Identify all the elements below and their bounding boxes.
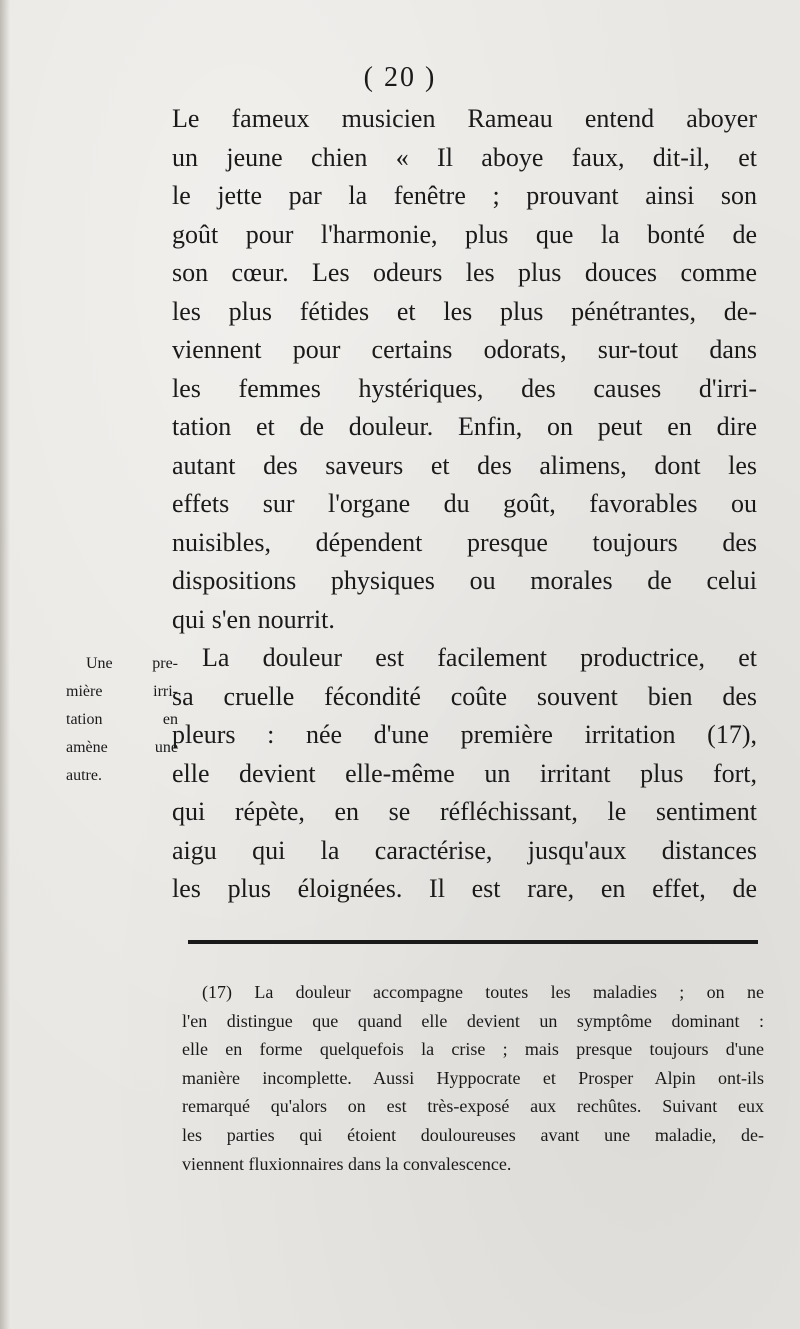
text-line: les plus fétides et les plus pénétrantes, de-: [172, 296, 757, 326]
margin-note-line: mière irri-: [66, 683, 178, 700]
footnote: [182, 978, 764, 1178]
page-number: ( 20 ): [363, 62, 437, 93]
margin-note-line: Une pre-: [86, 655, 178, 672]
text-line: un jeune chien « Il aboye faux, dit-il, et: [172, 142, 757, 172]
text-line: le jette par la fenêtre ; prouvant ainsi son: [172, 181, 757, 210]
text-line: La douleur est facilement productrice, et: [202, 643, 757, 672]
footnote-line: les parties qui étoient douloureuses avant une maladie, de-: [182, 1124, 764, 1145]
text-line: elle devient elle-même un irritant plus fort,: [172, 758, 757, 788]
text-line: viennent pour certains odorats, sur-tout dans: [172, 335, 757, 364]
text-line: goût pour l'harmonie, plus que la bonté de: [172, 219, 757, 249]
text-line: les plus éloignées. Il est rare, en effet, de: [172, 874, 757, 903]
footnote-line: remarqué qu'alors on est très-exposé aux rechûtes. Suivant eux: [182, 1096, 764, 1117]
text-line: qui s'en nourrit.: [172, 604, 335, 634]
footnote-line: (17) La douleur accompagne toutes les maladies ; on ne: [202, 982, 764, 1002]
text-line: qui répète, en se réfléchissant, le sentiment: [172, 797, 757, 826]
text-line: son cœur. Les odeurs les plus douces comme: [172, 258, 757, 287]
text-line: aigu qui la caractérise, jusqu'aux distances: [172, 835, 757, 865]
text-line: dispositions physiques ou morales de celui: [172, 566, 757, 595]
footnote-line: l'en distingue que quand elle devient un symptôme dominant :: [182, 1010, 764, 1031]
text-line: les femmes hystériques, des causes d'irri-: [172, 373, 757, 403]
text-line: tation et de douleur. Enfin, on peut en dire: [172, 412, 757, 441]
page-edge-shadow: [0, 0, 10, 1329]
main-text: [172, 100, 757, 909]
margin-note-line: amène une: [66, 739, 178, 756]
footnote-rule: [188, 940, 758, 944]
margin-note-line: autre.: [66, 767, 102, 784]
margin-note: [66, 650, 178, 790]
text-line: pleurs : née d'une première irritation (17),: [172, 720, 757, 749]
text-line: autant des saveurs et des alimens, dont les: [172, 450, 757, 480]
footnote-line: elle en forme quelquefois la crise ; mais presque toujours d'une: [182, 1039, 764, 1060]
text-line: sa cruelle fécondité coûte souvent bien des: [172, 681, 757, 711]
text-line: nuisibles, dépendent presque toujours des: [172, 527, 757, 557]
text-line: Le fameux musicien Rameau entend aboyer: [172, 104, 757, 133]
footnote-line: manière incomplette. Aussi Hyppocrate et Prosper Alpin ont-ils: [182, 1067, 764, 1088]
margin-note-line: tation en: [66, 711, 178, 728]
text-line: effets sur l'organe du goût, favorables ou: [172, 489, 757, 518]
footnote-line: viennent fluxionnaires dans la convalescence.: [182, 1153, 512, 1174]
